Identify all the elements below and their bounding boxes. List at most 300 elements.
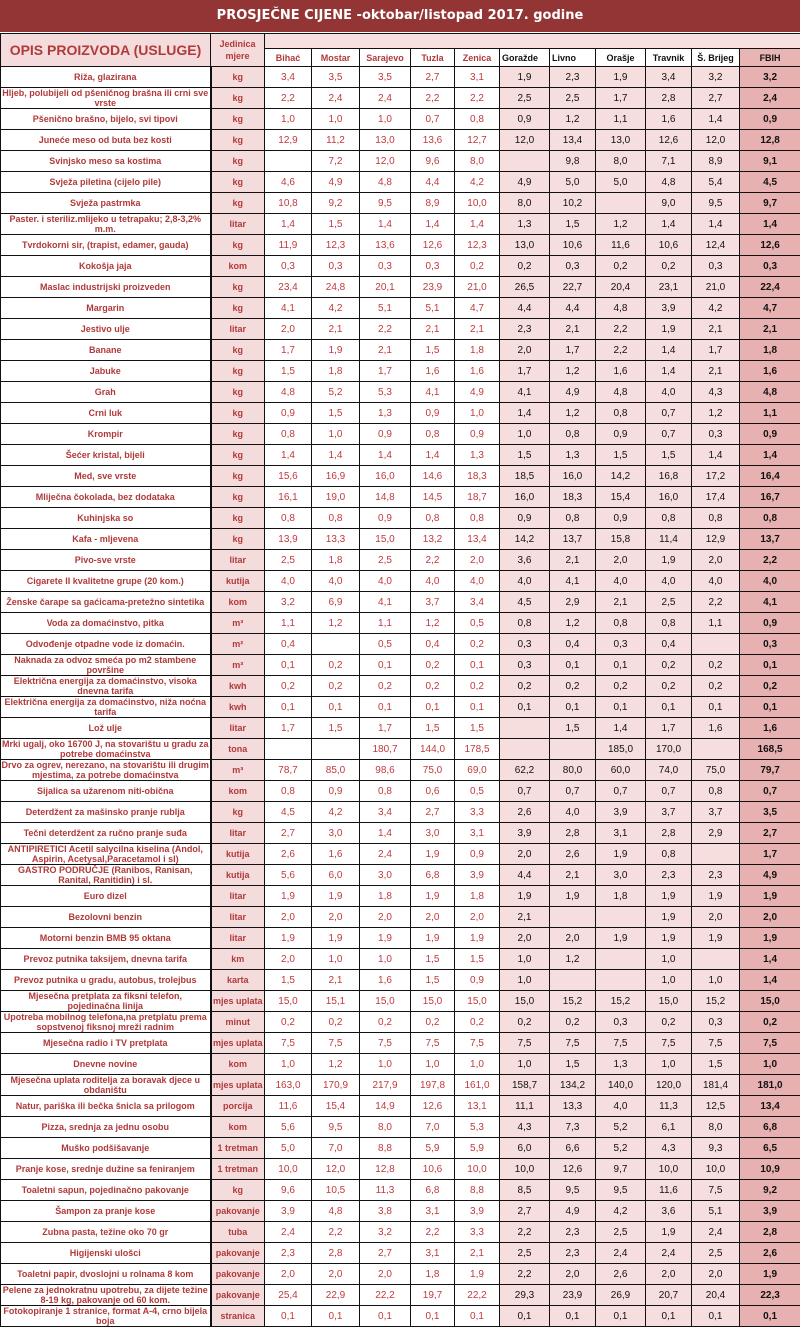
product-unit: mjes uplata [211,991,265,1012]
fbih-price: 0,1 [740,1306,800,1327]
price-cell: 1,2 [596,214,646,235]
price-cell: 1,5 [411,340,455,361]
price-cell: 1,3 [596,1054,646,1075]
price-cell: 78,7 [265,760,312,781]
price-cell: 0,1 [596,1306,646,1327]
table-row [1,466,800,487]
price-cell: 1,9 [360,928,411,949]
table-row [1,193,800,214]
price-cell: 3,9 [500,823,550,844]
price-cell: 1,0 [500,949,550,970]
price-cell: 1,0 [312,949,360,970]
price-cell: 1,5 [411,718,455,739]
price-cell: 0,2 [646,1012,692,1033]
price-cell: 1,4 [455,214,500,235]
table-row [1,676,800,697]
price-cell: 0,6 [411,781,455,802]
price-cell: 5,1 [692,1201,740,1222]
price-cell: 144,0 [411,739,455,760]
price-cell: 22,2 [455,1285,500,1306]
price-cell: 13,6 [411,130,455,151]
price-cell: 7,5 [312,1033,360,1054]
price-cell [500,739,550,760]
price-cell: 2,1 [312,970,360,991]
price-cell: 217,9 [360,1075,411,1096]
price-cell: 0,8 [411,508,455,529]
price-cell: 1,2 [411,613,455,634]
product-unit: m² [211,634,265,655]
price-cell: 1,2 [550,109,596,130]
price-cell: 0,3 [500,655,550,676]
table-row [1,1201,800,1222]
price-cell: 1,0 [265,109,312,130]
price-cell: 10,0 [455,1159,500,1180]
price-cell: 16,0 [550,466,596,487]
product-unit: mjes uplata [211,1033,265,1054]
price-cell: 9,5 [360,193,411,214]
price-cell: 23,9 [411,277,455,298]
price-cell: 2,3 [500,319,550,340]
price-cell: 3,0 [312,823,360,844]
fbih-price: 2,6 [740,1243,800,1264]
fbih-price: 9,7 [740,193,800,214]
price-cell: 0,3 [550,256,596,277]
price-cell: 5,3 [455,1117,500,1138]
price-cell: 15,0 [646,991,692,1012]
fbih-price: 4,1 [740,592,800,613]
price-cell: 2,2 [360,319,411,340]
price-cell: 8,9 [692,151,740,172]
price-cell: 14,8 [360,487,411,508]
price-cell [596,970,646,991]
table-row [1,760,800,781]
price-cell: 3,3 [455,1222,500,1243]
product-name: Lož ulje [1,718,211,739]
price-cell: 0,9 [455,970,500,991]
price-cell: 0,1 [411,1306,455,1327]
price-cell: 1,8 [312,361,360,382]
price-cell: 161,0 [455,1075,500,1096]
price-cell: 9,5 [312,1117,360,1138]
price-cell: 1,0 [500,970,550,991]
price-cell: 7,5 [265,1033,312,1054]
price-cell: 11,9 [265,235,312,256]
price-cell: 1,4 [360,214,411,235]
price-cell: 0,9 [596,424,646,445]
price-cell: 1,9 [312,886,360,907]
price-cell: 10,0 [500,1159,550,1180]
price-cell: 0,9 [411,403,455,424]
price-cell: 2,0 [692,1264,740,1285]
price-cell: 8,0 [500,193,550,214]
product-name: Fotokopiranje 1 stranice, format A-4, crno bijela boja [1,1306,211,1327]
price-cell: 0,2 [411,676,455,697]
price-cell: 4,2 [455,172,500,193]
product-name: Električna energija za domaćinstvo, visoka dnevna tarifa [1,676,211,697]
price-cell: 2,5 [265,550,312,571]
price-cell: 13,0 [360,130,411,151]
price-cell: 1,4 [360,823,411,844]
price-cell: 12,6 [550,1159,596,1180]
price-cell: 21,0 [692,277,740,298]
fbih-price: 12,8 [740,130,800,151]
price-cell: 7,1 [646,151,692,172]
price-cell [596,193,646,214]
table-row [1,802,800,823]
fbih-price: 9,2 [740,1180,800,1201]
price-cell: 4,8 [646,172,692,193]
price-cell: 2,7 [411,802,455,823]
price-cell: 2,6 [500,802,550,823]
header-city: Tuzla [411,49,455,67]
price-cell: 14,9 [360,1096,411,1117]
price-cell: 1,3 [550,445,596,466]
product-name: Odvođenje otpadne vode iz domaćin. [1,634,211,655]
price-cell: 6,8 [411,1180,455,1201]
price-cell: 9,7 [596,1159,646,1180]
price-cell: 1,5 [455,718,500,739]
price-cell: 1,0 [360,949,411,970]
price-cell: 0,2 [692,676,740,697]
fbih-price: 3,2 [740,67,800,88]
price-cell: 4,0 [411,571,455,592]
price-cell: 18,3 [455,466,500,487]
price-cell [500,718,550,739]
product-unit: kom [211,592,265,613]
price-cell: 2,0 [550,1264,596,1285]
product-name: Svinjsko meso sa kostima [1,151,211,172]
price-cell: 0,8 [646,613,692,634]
product-name: Natur, pariška ili bečka šnicla sa prilogom [1,1096,211,1117]
price-cell: 0,1 [500,697,550,718]
price-cell: 1,5 [312,214,360,235]
price-cell: 185,0 [596,739,646,760]
table-body [1,67,800,1327]
product-name: Drvo za ogrev, nerezano, na stovarištu ili drugim mjestima, za potrebe domaćinstva [1,760,209,780]
price-cell: 2,6 [596,1264,646,1285]
product-unit: kg [211,340,265,361]
price-cell: 1,2 [550,361,596,382]
price-cell: 2,3 [550,1222,596,1243]
price-cell: 2,2 [596,319,646,340]
product-unit: kom [211,1054,265,1075]
product-name: Svježa piletina (cijelo pile) [1,172,211,193]
price-cell: 2,3 [646,865,692,886]
price-cell: 2,9 [550,592,596,613]
price-cell: 10,5 [312,1180,360,1201]
fbih-price: 1,6 [740,361,800,382]
price-cell: 0,1 [550,1306,596,1327]
price-cell: 2,3 [265,1243,312,1264]
price-cell: 0,9 [596,508,646,529]
price-cell: 0,9 [312,781,360,802]
price-cell: 1,4 [646,340,692,361]
price-cell [550,907,596,928]
price-cell: 2,0 [550,928,596,949]
price-cell: 9,6 [265,1180,312,1201]
price-cell: 0,5 [455,613,500,634]
price-cell: 22,9 [312,1285,360,1306]
table-row [1,655,800,676]
price-cell: 2,7 [360,1243,411,1264]
price-cell: 0,2 [455,676,500,697]
price-cell: 1,0 [455,1054,500,1075]
fbih-price: 1,9 [740,1264,800,1285]
price-cell: 24,8 [312,277,360,298]
fbih-price: 22,4 [740,277,800,298]
product-unit: karta [211,970,265,991]
table-row [1,907,800,928]
price-cell: 1,5 [692,1054,740,1075]
price-cell: 0,9 [360,508,411,529]
table-row [1,1264,800,1285]
product-unit: kg [211,235,265,256]
fbih-price: 0,2 [740,676,800,697]
product-unit: kg [211,298,265,319]
price-cell: 1,4 [265,445,312,466]
price-cell: 1,6 [692,718,740,739]
price-cell: 15,0 [500,991,550,1012]
price-cell: 2,1 [550,865,596,886]
table-row [1,949,800,970]
price-cell: 16,0 [360,466,411,487]
table-row [1,781,800,802]
price-cell: 0,1 [500,1306,550,1327]
product-unit: kg [211,508,265,529]
fbih-price: 4,7 [740,298,800,319]
price-cell: 9,5 [692,193,740,214]
price-cell: 85,0 [312,760,360,781]
product-unit: kwh [211,697,265,718]
fbih-price: 79,7 [740,760,800,781]
price-cell: 1,7 [265,340,312,361]
price-cell: 0,1 [411,697,455,718]
fbih-price: 4,9 [740,865,800,886]
price-cell: 9,0 [646,193,692,214]
price-cell: 1,9 [411,886,455,907]
price-cell: 9,5 [596,1180,646,1201]
fbih-price: 0,9 [740,424,800,445]
table-row [1,109,800,130]
fbih-price: 7,5 [740,1033,800,1054]
price-cell: 5,6 [265,865,312,886]
product-name: Prevoz putnika u gradu, autobus, trolejbus [1,970,211,991]
price-cell: 0,2 [360,1012,411,1033]
fbih-price: 1,4 [740,445,800,466]
price-cell: 4,2 [596,1201,646,1222]
price-cell: 0,7 [411,109,455,130]
price-cell: 13,7 [550,529,596,550]
price-cell: 8,5 [500,1180,550,1201]
price-cell: 181,4 [692,1075,740,1096]
product-name: Zubna pasta, težine oko 70 gr [1,1222,211,1243]
product-unit: litar [211,886,265,907]
product-unit: kg [211,109,265,130]
product-unit: tona [211,739,265,760]
price-cell: 0,2 [646,256,692,277]
price-cell: 20,4 [692,1285,740,1306]
header-unit: Jedinica mjere [211,34,265,67]
price-cell: 1,9 [596,928,646,949]
header-band [265,34,800,49]
price-cell: 4,8 [596,298,646,319]
product-unit: km [211,949,265,970]
header-city: Travnik [646,49,692,67]
price-cell: 2,0 [360,907,411,928]
product-name: Sijalica sa užarenom niti-obična [1,781,211,802]
price-cell: 1,0 [646,970,692,991]
table-row [1,739,800,760]
price-cell: 0,9 [500,508,550,529]
price-cell: 12,0 [312,1159,360,1180]
table-row [1,403,800,424]
fbih-price: 1,4 [740,214,800,235]
price-cell: 17,2 [692,466,740,487]
price-cell [312,739,360,760]
price-cell: 0,1 [692,697,740,718]
product-unit: kg [211,130,265,151]
price-cell: 4,0 [360,571,411,592]
price-cell: 1,6 [411,361,455,382]
price-cell: 4,7 [455,298,500,319]
price-cell: 2,7 [692,88,740,109]
fbih-price: 4,8 [740,382,800,403]
price-cell: 7,5 [646,1033,692,1054]
price-cell: 3,1 [455,67,500,88]
price-cell: 4,1 [550,571,596,592]
price-cell: 1,4 [411,445,455,466]
price-cell: 0,1 [312,697,360,718]
price-cell: 0,3 [500,634,550,655]
price-cell: 4,4 [411,172,455,193]
price-cell: 0,8 [265,781,312,802]
price-cell: 1,5 [312,403,360,424]
fbih-price: 0,8 [740,508,800,529]
table-row [1,718,800,739]
price-cell: 197,8 [411,1075,455,1096]
price-cell: 2,3 [550,67,596,88]
price-cell: 69,0 [455,760,500,781]
price-cell: 0,1 [265,697,312,718]
price-cell: 5,3 [360,382,411,403]
price-cell: 3,0 [411,823,455,844]
price-cell: 3,9 [265,1201,312,1222]
price-cell: 15,0 [411,991,455,1012]
price-cell: 8,9 [411,193,455,214]
product-name: Ženske čarape sa gaćicama-pretežno sintetika [1,592,211,613]
price-cell: 9,8 [550,151,596,172]
product-unit: stranica [211,1306,265,1327]
price-cell: 1,4 [692,445,740,466]
price-cell: 18,3 [550,487,596,508]
price-cell: 1,9 [312,340,360,361]
price-cell: 4,0 [646,571,692,592]
price-cell: 19,7 [411,1285,455,1306]
price-cell: 21,0 [455,277,500,298]
fbih-price: 3,9 [740,1201,800,1222]
table-row [1,1054,800,1075]
table-row [1,865,800,886]
price-cell: 2,4 [692,1222,740,1243]
price-cell: 12,9 [692,529,740,550]
fbih-price: 16,7 [740,487,800,508]
price-cell: 12,5 [692,1096,740,1117]
product-name: Mliječna čokolada, bez dodataka [1,487,211,508]
price-cell: 2,4 [360,88,411,109]
price-cell: 1,9 [692,928,740,949]
product-unit: kg [211,1180,265,1201]
price-cell: 2,9 [692,823,740,844]
product-name: Motorni benzin BMB 95 oktana [1,928,211,949]
fbih-price: 0,9 [740,109,800,130]
product-unit: m³ [211,613,265,634]
price-cell: 2,2 [596,340,646,361]
price-cell: 1,2 [550,949,596,970]
product-unit: pakovanje [211,1264,265,1285]
price-cell: 1,8 [411,1264,455,1285]
price-cell: 2,1 [692,361,740,382]
price-cell: 8,0 [360,1117,411,1138]
price-cell: 178,5 [455,739,500,760]
price-cell: 1,0 [455,403,500,424]
price-cell: 0,8 [550,424,596,445]
price-cell: 6,0 [500,1138,550,1159]
fbih-price: 1,4 [740,949,800,970]
product-unit: kg [211,487,265,508]
price-cell: 6,8 [411,865,455,886]
product-unit: tuba [211,1222,265,1243]
price-cell: 18,7 [455,487,500,508]
price-cell: 15,2 [596,991,646,1012]
price-cell: 4,0 [265,571,312,592]
table-row [1,1306,800,1327]
price-cell: 98,6 [360,760,411,781]
product-name: Toaletni sapun, pojedinačno pakovanje [1,1180,211,1201]
product-name: Grah [1,382,211,403]
price-cell: 1,8 [455,886,500,907]
product-name: Voda za domaćinstvo, pitka [1,613,211,634]
price-cell: 74,0 [646,760,692,781]
price-cell: 2,7 [500,1201,550,1222]
fbih-price: 0,3 [740,256,800,277]
header-city: Š. Brijeg [692,49,740,67]
price-cell: 20,7 [646,1285,692,1306]
product-name: Jestivo ulje [1,319,211,340]
price-cell: 0,2 [360,676,411,697]
price-cell: 0,2 [411,1012,455,1033]
price-cell: 11,1 [500,1096,550,1117]
fbih-price: 12,6 [740,235,800,256]
price-cell: 0,1 [646,1306,692,1327]
fbih-price: 13,4 [740,1096,800,1117]
header-city: Sarajevo [360,49,411,67]
table-row [1,508,800,529]
price-cell: 1,8 [312,550,360,571]
price-cell: 10,0 [455,193,500,214]
price-cell: 18,5 [500,466,550,487]
price-cell: 0,1 [596,655,646,676]
price-cell: 1,9 [692,886,740,907]
price-cell: 12,6 [411,235,455,256]
price-cell: 0,1 [360,697,411,718]
table-row [1,151,800,172]
price-cell: 0,7 [500,781,550,802]
price-cell: 2,0 [455,907,500,928]
table-row [1,1159,800,1180]
price-cell: 0,1 [550,697,596,718]
price-cell: 2,8 [646,88,692,109]
price-cell: 5,2 [596,1117,646,1138]
